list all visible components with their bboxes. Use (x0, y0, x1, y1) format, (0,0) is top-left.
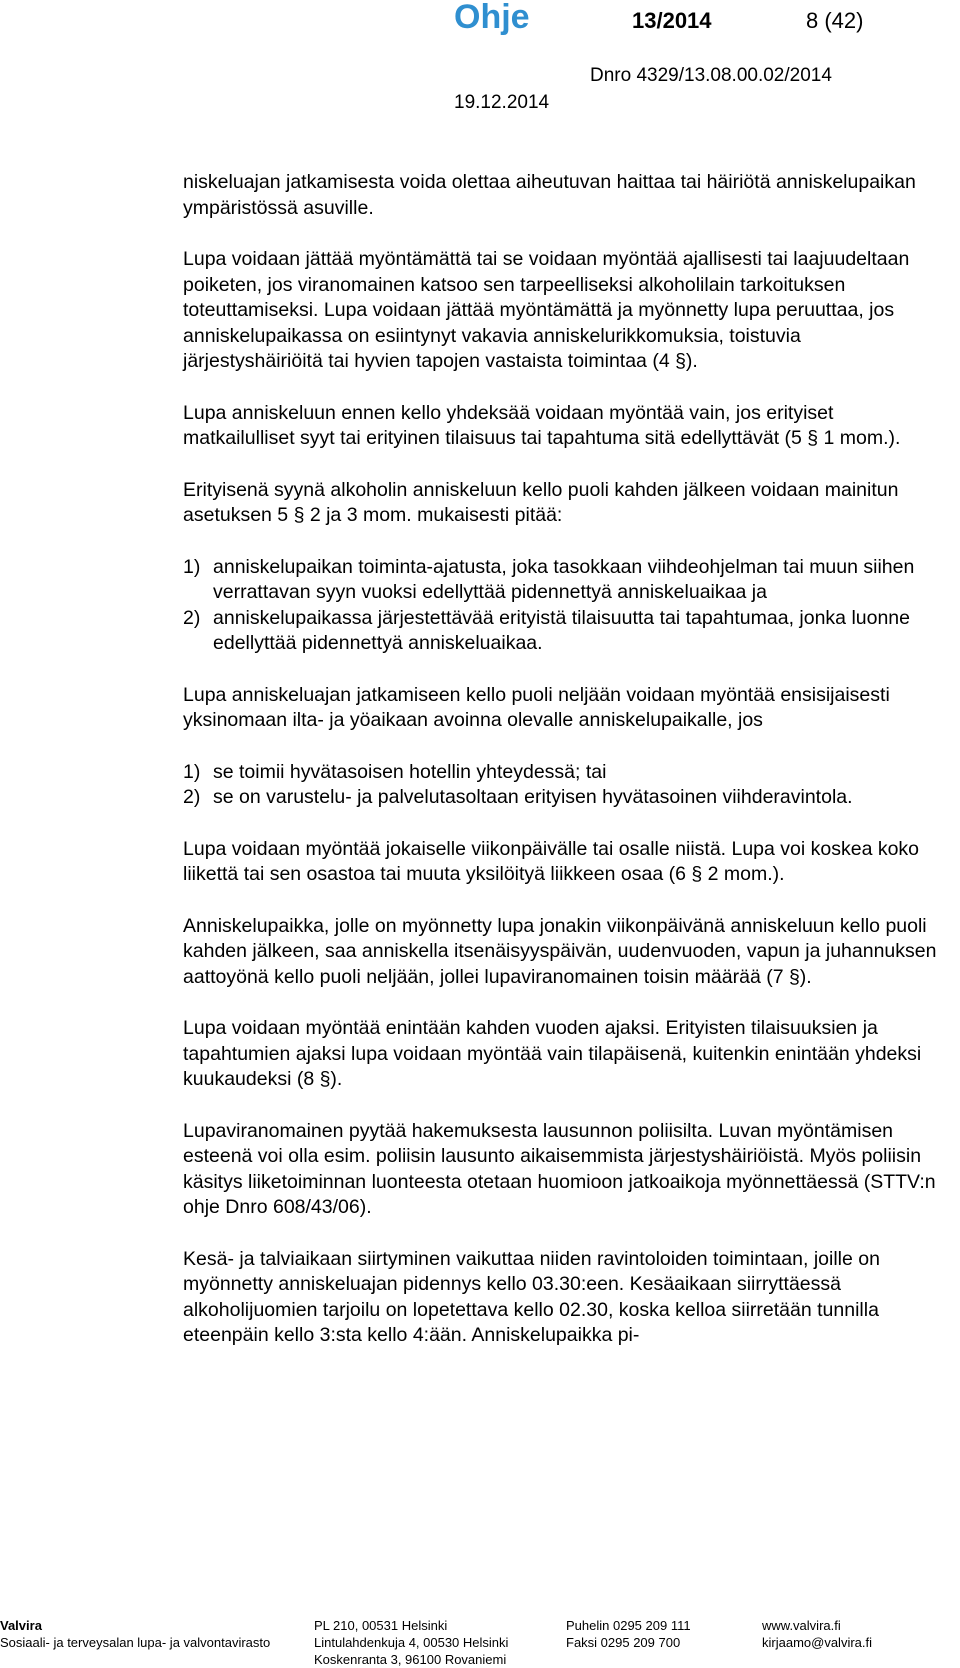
footer-org-name: Valvira (0, 1618, 42, 1633)
numbered-list (183, 555, 943, 657)
footer-web-column (762, 1617, 872, 1651)
list-item-text: se toimii hyvätasoisen hotellin yhteydessä; tai (213, 760, 607, 783)
paragraph: Lupa voidaan jättää myöntämättä tai se voidaan myöntää ajallisesti tai laajuudeltaan poiketen, jos viranomainen katsoo sen tarpeelliseksi alkoholilain tarkoituksen toteuttamiseksi. Lupa voidaan jättää myöntämättä ja myönnetty lupa peruuttaa, jos anniskelupaikassa on esiintynyt vakavia anniskelurikkomuksia, toistuvia järjestyshäiriöitä tai hyvien tapojen vastaista toimintaa (4 §). (183, 248, 910, 372)
document-number: 13/2014 (632, 8, 712, 33)
paragraph: Lupa anniskeluajan jatkamiseen kello puoli neljään voidaan myöntää ensisijaisesti yksinomaan ilta- ja yöaikaan avoinna olevalle anniskelupaikalle, jos (183, 683, 890, 731)
footer-address-column (314, 1617, 508, 1668)
record-number: Dnro 4329/13.08.00.02/2014 (590, 65, 832, 86)
footer-org-full-name: Sosiaali- ja terveysalan lupa- ja valvontavirasto (0, 1635, 271, 1650)
paragraph: Lupaviranomainen pyytää hakemuksesta lausunnon poliisilta. Luvan myöntämisen esteenä voi olla esim. poliisin lausunto aikaisemmista järjestyshäiriöistä. Myös poliisin käsitys liiketoiminnan luonteesta otetaan huomioon jatkoaikoja myönnettäessä (STTV:n ohje Dnro 608/43/06). (183, 1119, 936, 1218)
paragraph: Lupa voidaan myöntää enintään kahden vuoden ajaksi. Erityisten tilaisuuksien ja tapahtumien ajaksi lupa voidaan myöntää vain tilapäisenä, kuitenkin enintään yhdeksi kuukaudeksi (8 §). (183, 1017, 922, 1090)
footer-fax: Faksi 0295 209 700 (566, 1635, 681, 1650)
footer-phone: Puhelin 0295 209 111 (566, 1618, 691, 1633)
footer-email-link[interactable]: kirjaamo@valvira.fi (762, 1635, 872, 1650)
paragraph: Erityisenä syynä alkoholin anniskeluun kello puoli kahden jälkeen voidaan mainitun asetuksen 5 § 2 ja 3 mom. mukaisesti pitää: (183, 478, 899, 526)
list-item-number: 1) (183, 760, 201, 783)
page-number: 8 (42) (806, 8, 864, 33)
document-date: 19.12.2014 (454, 92, 550, 113)
list-item (183, 555, 943, 606)
paragraph: Lupa voidaan myöntää jokaiselle viikonpäivälle tai osalle niistä. Lupa voi koskea koko liikettä tai sen osastoa tai muuta yksilöityä liikkeen osaa (6 § 2 mom.). (183, 837, 920, 885)
numbered-list (183, 760, 943, 811)
list-item (183, 606, 943, 657)
list-item-text: anniskelupaikan toiminta-ajatusta, joka tasokkaan viihdeohjelman tai muun siihen verrattavan syyn vuoksi edellyttää pidennettyä anniskeluaikaa ja (213, 555, 915, 603)
paragraph: Kesä- ja talviaikaan siirtyminen vaikuttaa niiden ravintoloiden toimintaan, joille on myönnetty anniskeluajan pidennys kello 03.30:een. Kesäaikaan siirryttäessä alkoholijuomien tarjoilu on lopetettava kello 02.30, koska kelloa siirretään tunnilla eteenpäin kello 3:sta kello 4:ään. Anniskelupaikka pi- (183, 1247, 880, 1346)
list-item-text: anniskelupaikassa järjestettävää erityistä tilaisuutta tai tapahtumaa, jonka luonne edellyttää pidennettyä anniskeluaikaa. (213, 606, 911, 654)
document-body (183, 170, 943, 1375)
paragraph: Anniskelupaikka, jolle on myönnetty lupa jonakin viikonpäivänä anniskeluun kello puoli kahden jälkeen, saa anniskella itsenäisyyspäivän, uudenvuoden, vapun ja juhannuksen aattoyönä kello puoli neljään, jollei lupaviranomainen toisin määrää (7 §). (183, 914, 937, 988)
list-item-text: se on varustelu- ja palvelutasoltaan erityisen hyvätasoinen viihderavintola. (213, 786, 853, 808)
list-item-number: 2) (183, 786, 201, 808)
footer-address: Lintulahdenkuja 4, 00530 Helsinki (314, 1635, 509, 1650)
list-item (183, 785, 943, 811)
list-item-number: 2) (183, 606, 201, 629)
footer-address: PL 210, 00531 Helsinki (314, 1618, 448, 1633)
list-item (183, 760, 943, 786)
footer-address: Koskenranta 3, 96100 Rovaniemi (314, 1652, 507, 1667)
document-type-title: Ohje (454, 0, 530, 36)
footer-website-link[interactable]: www.valvira.fi (762, 1618, 841, 1633)
footer-org-column (0, 1617, 270, 1651)
paragraph: Lupa anniskeluun ennen kello yhdeksää voidaan myöntää vain, jos erityiset matkailulliset syyt tai erityinen tilaisuus tai tapahtuma sitä edellyttävät (5 § 1 mom.). (183, 401, 901, 449)
list-item-number: 1) (183, 555, 201, 578)
footer-phone-column (566, 1617, 691, 1651)
paragraph: niskeluajan jatkamisesta voida olettaa aiheutuvan haittaa tai häiriötä anniskelupaikan ympäristössä asuville. (183, 171, 916, 219)
